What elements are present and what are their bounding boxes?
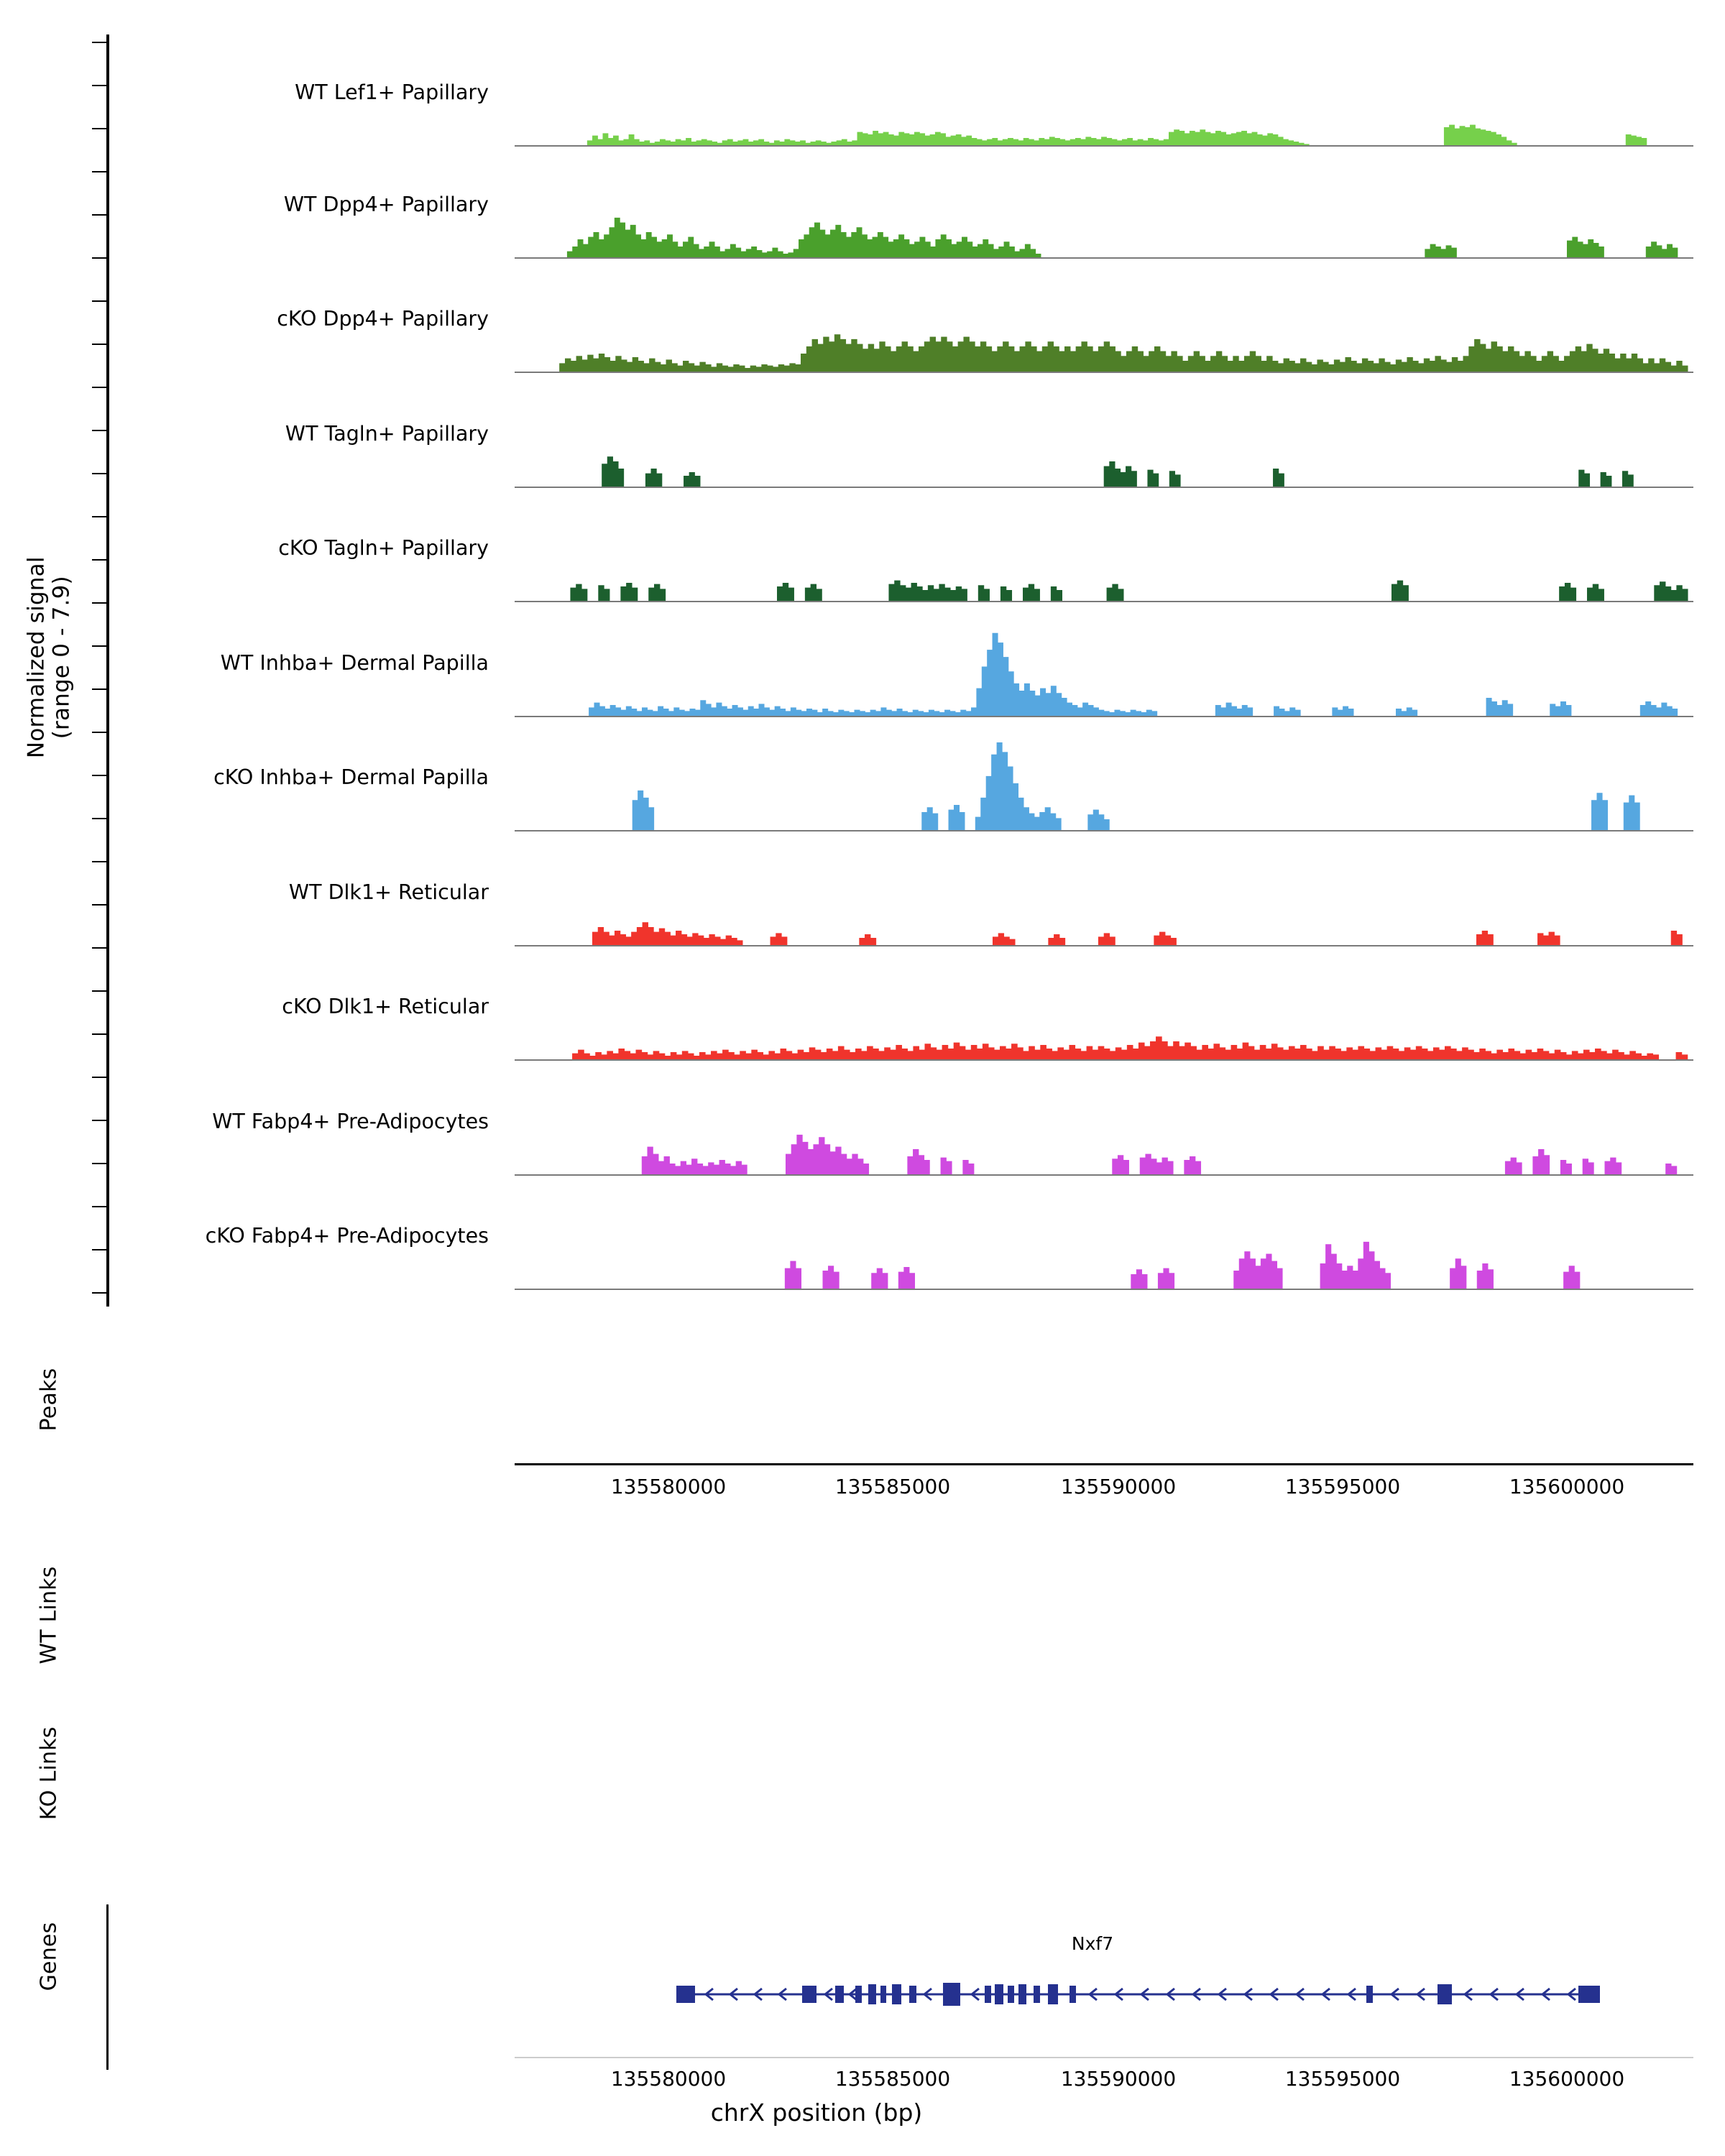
track-signal-0 <box>515 49 1693 147</box>
x-tick-label-bottom-2: 135590000 <box>1060 2067 1177 2091</box>
section-label-wt-links: WT Links <box>36 1566 62 1664</box>
track-signal-2 <box>515 275 1693 373</box>
genes-panel-spine <box>106 1904 109 2070</box>
track-plot-0 <box>515 49 1693 147</box>
track-label-cko-dlk1-reticular: cKO Dlk1+ Reticular <box>282 995 489 1018</box>
track-label-wt-tagln-papillary: WT Tagln+ Papillary <box>285 422 489 446</box>
axis-tick <box>92 171 109 172</box>
section-label-genes: Genes <box>36 1922 62 1991</box>
axis-tick <box>92 1292 109 1294</box>
track-plot-5 <box>515 619 1693 717</box>
x-tick-label-top-0: 135580000 <box>610 1475 727 1498</box>
track-baseline-4 <box>515 601 1693 602</box>
track-baseline-3 <box>515 487 1693 488</box>
y-axis-label <box>24 507 73 808</box>
axis-tick <box>92 1163 109 1164</box>
track-label-wt-lef1-papillary: WT Lef1+ Papillary <box>295 80 489 104</box>
axis-tick <box>92 1077 109 1078</box>
track-signal-3 <box>515 390 1693 488</box>
axis-tick <box>92 990 109 992</box>
x-tick-label-bottom-3: 135595000 <box>1284 2067 1401 2091</box>
axis-tick <box>92 904 109 906</box>
track-label-cko-tagln-papillary: cKO Tagln+ Papillary <box>278 536 489 560</box>
track-signal-9 <box>515 1078 1693 1176</box>
axis-tick <box>92 602 109 604</box>
track-signal-7 <box>515 849 1693 946</box>
y-axis-label-line1: Normalized signal <box>23 556 50 759</box>
gene-model-svg <box>515 1973 1693 2016</box>
x-tick-label-bottom-1: 135585000 <box>834 2067 951 2091</box>
y-axis-label-line2: (range 0 - 7.9) <box>48 576 74 740</box>
track-label-cko-inhba-dermal-papilla: cKO Inhba+ Dermal Papilla <box>213 765 489 789</box>
track-signal-10 <box>515 1192 1693 1290</box>
axis-tick <box>92 732 109 733</box>
track-plot-9 <box>515 1078 1693 1176</box>
axis-tick <box>92 473 109 474</box>
x-tick-label-top-3: 135595000 <box>1284 1475 1401 1498</box>
track-signal-8 <box>515 963 1693 1061</box>
axis-tick <box>92 688 109 690</box>
gene-label-nxf7: Nxf7 <box>1071 1933 1114 1954</box>
axis-tick <box>92 1033 109 1035</box>
track-baseline-0 <box>515 145 1693 147</box>
x-axis-title: chrX position (bp) <box>710 2099 923 2127</box>
axis-tick <box>92 128 109 129</box>
track-baseline-7 <box>515 945 1693 946</box>
track-plot-2 <box>515 275 1693 373</box>
track-label-cko-fabp4-pre-adipocytes: cKO Fabp4+ Pre-Adipocytes <box>205 1224 489 1248</box>
track-baseline-8 <box>515 1059 1693 1061</box>
x-tick-label-top-2: 135590000 <box>1060 1475 1177 1498</box>
track-signal-1 <box>515 161 1693 259</box>
axis-tick <box>92 818 109 819</box>
axis-tick <box>92 257 109 259</box>
track-label-wt-dlk1-reticular: WT Dlk1+ Reticular <box>288 880 489 904</box>
track-baseline-6 <box>515 830 1693 831</box>
track-plot-10 <box>515 1192 1693 1290</box>
axis-tick <box>92 387 109 388</box>
bottom-axis-rule <box>515 2057 1693 2058</box>
track-baseline-1 <box>515 257 1693 259</box>
track-label-wt-inhba-dermal-papilla: WT Inhba+ Dermal Papilla <box>220 651 489 675</box>
axis-tick <box>92 645 109 647</box>
x-tick-label-top-4: 135600000 <box>1509 1475 1625 1498</box>
track-plot-3 <box>515 390 1693 488</box>
track-label-cko-dpp4-papillary: cKO Dpp4+ Papillary <box>277 307 489 331</box>
track-signal-6 <box>515 734 1693 831</box>
axis-tick <box>92 42 109 43</box>
track-signal-4 <box>515 505 1693 602</box>
axis-tick <box>92 947 109 949</box>
track-signal-5 <box>515 619 1693 717</box>
track-baseline-10 <box>515 1289 1693 1290</box>
track-plot-8 <box>515 963 1693 1061</box>
track-plot-1 <box>515 161 1693 259</box>
track-plot-6 <box>515 734 1693 831</box>
track-baseline-9 <box>515 1174 1693 1176</box>
axis-tick <box>92 344 109 345</box>
x-tick-label-top-1: 135585000 <box>834 1475 951 1498</box>
axis-tick <box>92 1206 109 1207</box>
track-baseline-2 <box>515 372 1693 373</box>
peaks-axis-rule <box>515 1463 1693 1465</box>
x-tick-label-bottom-4: 135600000 <box>1509 2067 1625 2091</box>
axis-tick <box>92 861 109 862</box>
section-label-ko-links: KO Links <box>36 1726 62 1820</box>
track-plot-7 <box>515 849 1693 946</box>
axis-tick <box>92 1249 109 1250</box>
track-label-wt-dpp4-papillary: WT Dpp4+ Papillary <box>283 193 489 216</box>
section-label-peaks: Peaks <box>36 1368 62 1432</box>
track-plot-4 <box>515 505 1693 602</box>
track-label-wt-fabp4-pre-adipocytes: WT Fabp4+ Pre-Adipocytes <box>212 1110 489 1133</box>
axis-tick <box>92 516 109 517</box>
axis-tick <box>92 300 109 302</box>
track-baseline-5 <box>515 716 1693 717</box>
gene-model-track[interactable] <box>515 1973 1693 2016</box>
x-tick-label-bottom-0: 135580000 <box>610 2067 727 2091</box>
